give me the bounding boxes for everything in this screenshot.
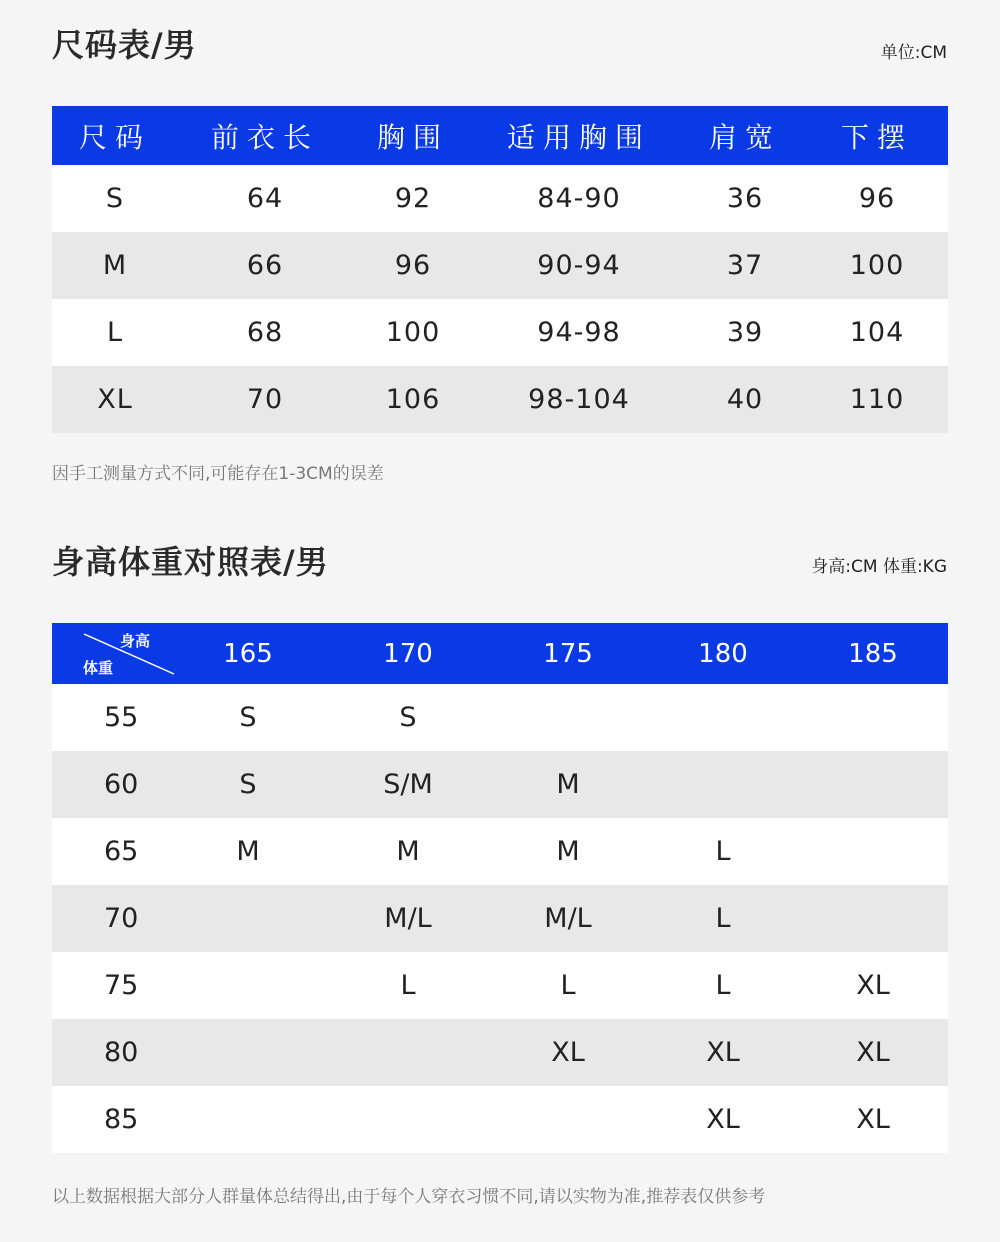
size-chart-header-row <box>52 106 948 165</box>
table-row <box>52 684 948 751</box>
table-row <box>52 366 948 433</box>
header-height: 180 <box>648 623 798 684</box>
table-cell: 66 <box>178 232 352 299</box>
table-cell: 39 <box>684 299 806 366</box>
table-cell: L <box>488 952 648 1019</box>
table-cell: L <box>648 885 798 952</box>
table-cell: 100 <box>352 299 474 366</box>
table-cell: S <box>168 684 328 751</box>
header-height: 165 <box>168 623 328 684</box>
table-cell: XL <box>488 1019 648 1086</box>
header-fit-chest: 适用胸围 <box>474 106 684 165</box>
header-hem: 下摆 <box>806 106 948 165</box>
header-shoulder: 肩宽 <box>684 106 806 165</box>
header-size: 尺码 <box>52 106 178 165</box>
weight-cell: 70 <box>52 885 168 952</box>
weight-cell: 60 <box>52 751 168 818</box>
table-cell: S <box>168 751 328 818</box>
table-cell: 90-94 <box>474 232 684 299</box>
size-chart-unit: 单位:CM <box>880 43 947 63</box>
table-cell <box>648 751 798 818</box>
table-cell: 94-98 <box>474 299 684 366</box>
table-cell <box>168 885 328 952</box>
height-weight-note: 以上数据根据大部分人群量体总结得出,由于每个人穿衣习惯不同,请以实物为准,推荐表仅供参考 <box>52 1187 766 1207</box>
table-cell: M <box>488 751 648 818</box>
weight-cell: 75 <box>52 952 168 1019</box>
table-cell: 92 <box>352 165 474 232</box>
table-cell: XL <box>648 1019 798 1086</box>
table-cell: 36 <box>684 165 806 232</box>
table-cell: 37 <box>684 232 806 299</box>
table-row <box>52 952 948 1019</box>
corner-height-label: 身高 <box>120 632 151 650</box>
table-cell: M <box>52 232 178 299</box>
header-height: 185 <box>798 623 948 684</box>
table-cell: XL <box>52 366 178 433</box>
height-weight-header-row <box>52 623 948 684</box>
table-cell: 64 <box>178 165 352 232</box>
table-cell: 40 <box>684 366 806 433</box>
table-cell: XL <box>648 1086 798 1153</box>
table-cell: M <box>328 818 488 885</box>
size-chart-title: 尺码表/男 <box>52 26 197 64</box>
table-cell: M/L <box>488 885 648 952</box>
header-front-length: 前衣长 <box>178 106 352 165</box>
table-cell <box>648 684 798 751</box>
table-cell: XL <box>798 952 948 1019</box>
table-row <box>52 1019 948 1086</box>
height-weight-title: 身高体重对照表/男 <box>52 543 329 581</box>
corner-header <box>52 623 168 684</box>
table-cell <box>328 1086 488 1153</box>
table-cell: M <box>488 818 648 885</box>
table-cell: L <box>648 952 798 1019</box>
table-row <box>52 232 948 299</box>
table-row <box>52 299 948 366</box>
table-cell: M <box>168 818 328 885</box>
header-height: 170 <box>328 623 488 684</box>
table-cell <box>488 1086 648 1153</box>
table-cell: 96 <box>806 165 948 232</box>
header-chest: 胸围 <box>352 106 474 165</box>
table-cell <box>798 885 948 952</box>
table-cell: L <box>648 818 798 885</box>
table-row <box>52 165 948 232</box>
table-cell <box>328 1019 488 1086</box>
table-row <box>52 1086 948 1153</box>
table-cell <box>488 684 648 751</box>
table-cell: 104 <box>806 299 948 366</box>
table-row <box>52 818 948 885</box>
weight-cell: 85 <box>52 1086 168 1153</box>
table-cell: 100 <box>806 232 948 299</box>
table-row <box>52 751 948 818</box>
table-cell: XL <box>798 1019 948 1086</box>
height-weight-unit: 身高:CM 体重:KG <box>811 557 947 577</box>
table-cell: 106 <box>352 366 474 433</box>
header-height: 175 <box>488 623 648 684</box>
table-cell: 98-104 <box>474 366 684 433</box>
table-cell <box>798 818 948 885</box>
table-cell <box>168 952 328 1019</box>
table-cell <box>168 1019 328 1086</box>
size-chart-note: 因手工测量方式不同,可能存在1-3CM的误差 <box>52 464 384 484</box>
table-cell <box>798 684 948 751</box>
table-cell: 110 <box>806 366 948 433</box>
corner-weight-label: 体重 <box>83 659 114 677</box>
table-cell: S <box>328 684 488 751</box>
weight-cell: 80 <box>52 1019 168 1086</box>
weight-cell: 55 <box>52 684 168 751</box>
table-cell <box>168 1086 328 1153</box>
table-cell: 68 <box>178 299 352 366</box>
table-cell: M/L <box>328 885 488 952</box>
table-cell: S/M <box>328 751 488 818</box>
table-cell: 70 <box>178 366 352 433</box>
weight-cell: 65 <box>52 818 168 885</box>
table-cell: S <box>52 165 178 232</box>
height-weight-table <box>52 623 948 1153</box>
size-chart-table <box>52 106 948 433</box>
table-row <box>52 885 948 952</box>
table-cell: L <box>328 952 488 1019</box>
table-cell: XL <box>798 1086 948 1153</box>
table-cell <box>798 751 948 818</box>
table-cell: 84-90 <box>474 165 684 232</box>
table-cell: 96 <box>352 232 474 299</box>
table-cell: L <box>52 299 178 366</box>
